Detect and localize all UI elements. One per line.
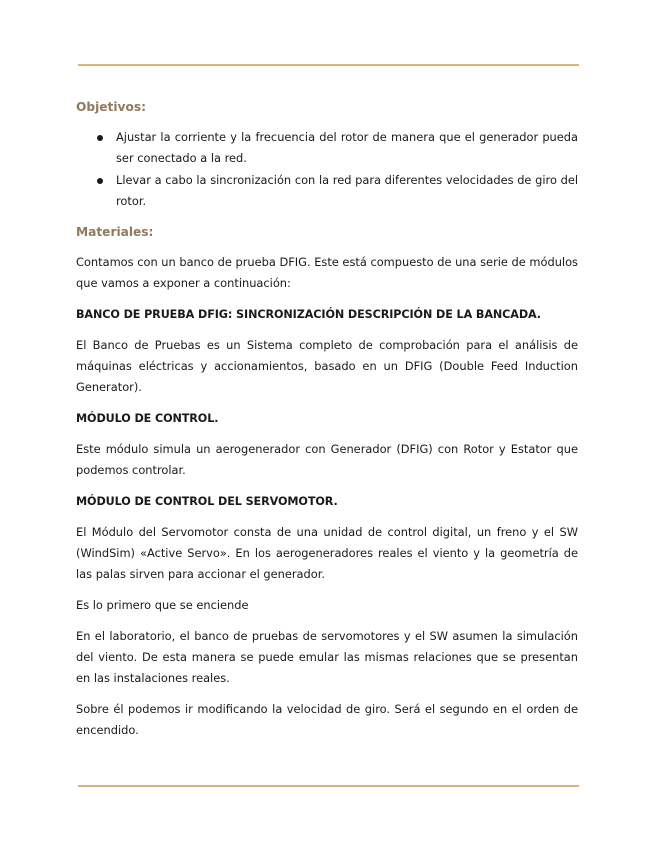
objectives-list [76, 127, 578, 212]
servo-text: El Módulo del Servomotor consta de una unidad de control digital, un freno y el SW (WindSim) «Active Servo». En los aerogeneradores reales el viento y la geometría de las palas sirven para accionar el generador. [76, 525, 578, 581]
objective-text: Ajustar la corriente y la frecuencia del rotor de manera que el generador pueda ser conectado a la red. [116, 130, 578, 165]
bullet-icon [97, 178, 103, 184]
footer-rule [78, 785, 579, 787]
lab-text: En el laboratorio, el banco de pruebas de servomotores y el SW asumen la simulación del viento. De esta manera se puede emular las mismas relaciones que se presentan en las instalaciones reales. [76, 629, 578, 685]
header-rule [78, 64, 579, 66]
speed-text: Sobre él podemos ir modificando la velocidad de giro. Será el segundo en el orden de encendido. [76, 702, 578, 737]
servo-first-text: Es lo primero que se enciende [76, 598, 249, 612]
bullet-icon [97, 135, 103, 141]
control-text: Este módulo simula un aerogenerador con Generador (DFIG) con Rotor y Estator que podemos controlar. [76, 442, 578, 477]
list-item [76, 170, 578, 212]
list-item [76, 127, 578, 169]
servo-heading: MÓDULO DE CONTROL DEL SERVOMOTOR. [76, 495, 338, 508]
bench-heading: BANCO DE PRUEBA DFIG: SINCRONIZACIÓN DESCRIPCIÓN DE LA BANCADA. [76, 308, 541, 321]
materials-intro: Contamos con un banco de prueba DFIG. Este está compuesto de una serie de módulos que vamos a exponer a continuación: [76, 255, 578, 290]
objectives-title: Objetivos: [76, 100, 146, 114]
control-heading: MÓDULO DE CONTROL. [76, 412, 219, 425]
materials-title: Materiales: [76, 225, 154, 239]
document-body [76, 96, 578, 751]
bench-text: El Banco de Pruebas es un Sistema completo de comprobación para el análisis de máquinas eléctricas y accionamientos, basado en un DFIG (Double Feed Induction Generator). [76, 338, 578, 394]
objective-text: Llevar a cabo la sincronización con la red para diferentes velocidades de giro del rotor. [116, 173, 578, 208]
